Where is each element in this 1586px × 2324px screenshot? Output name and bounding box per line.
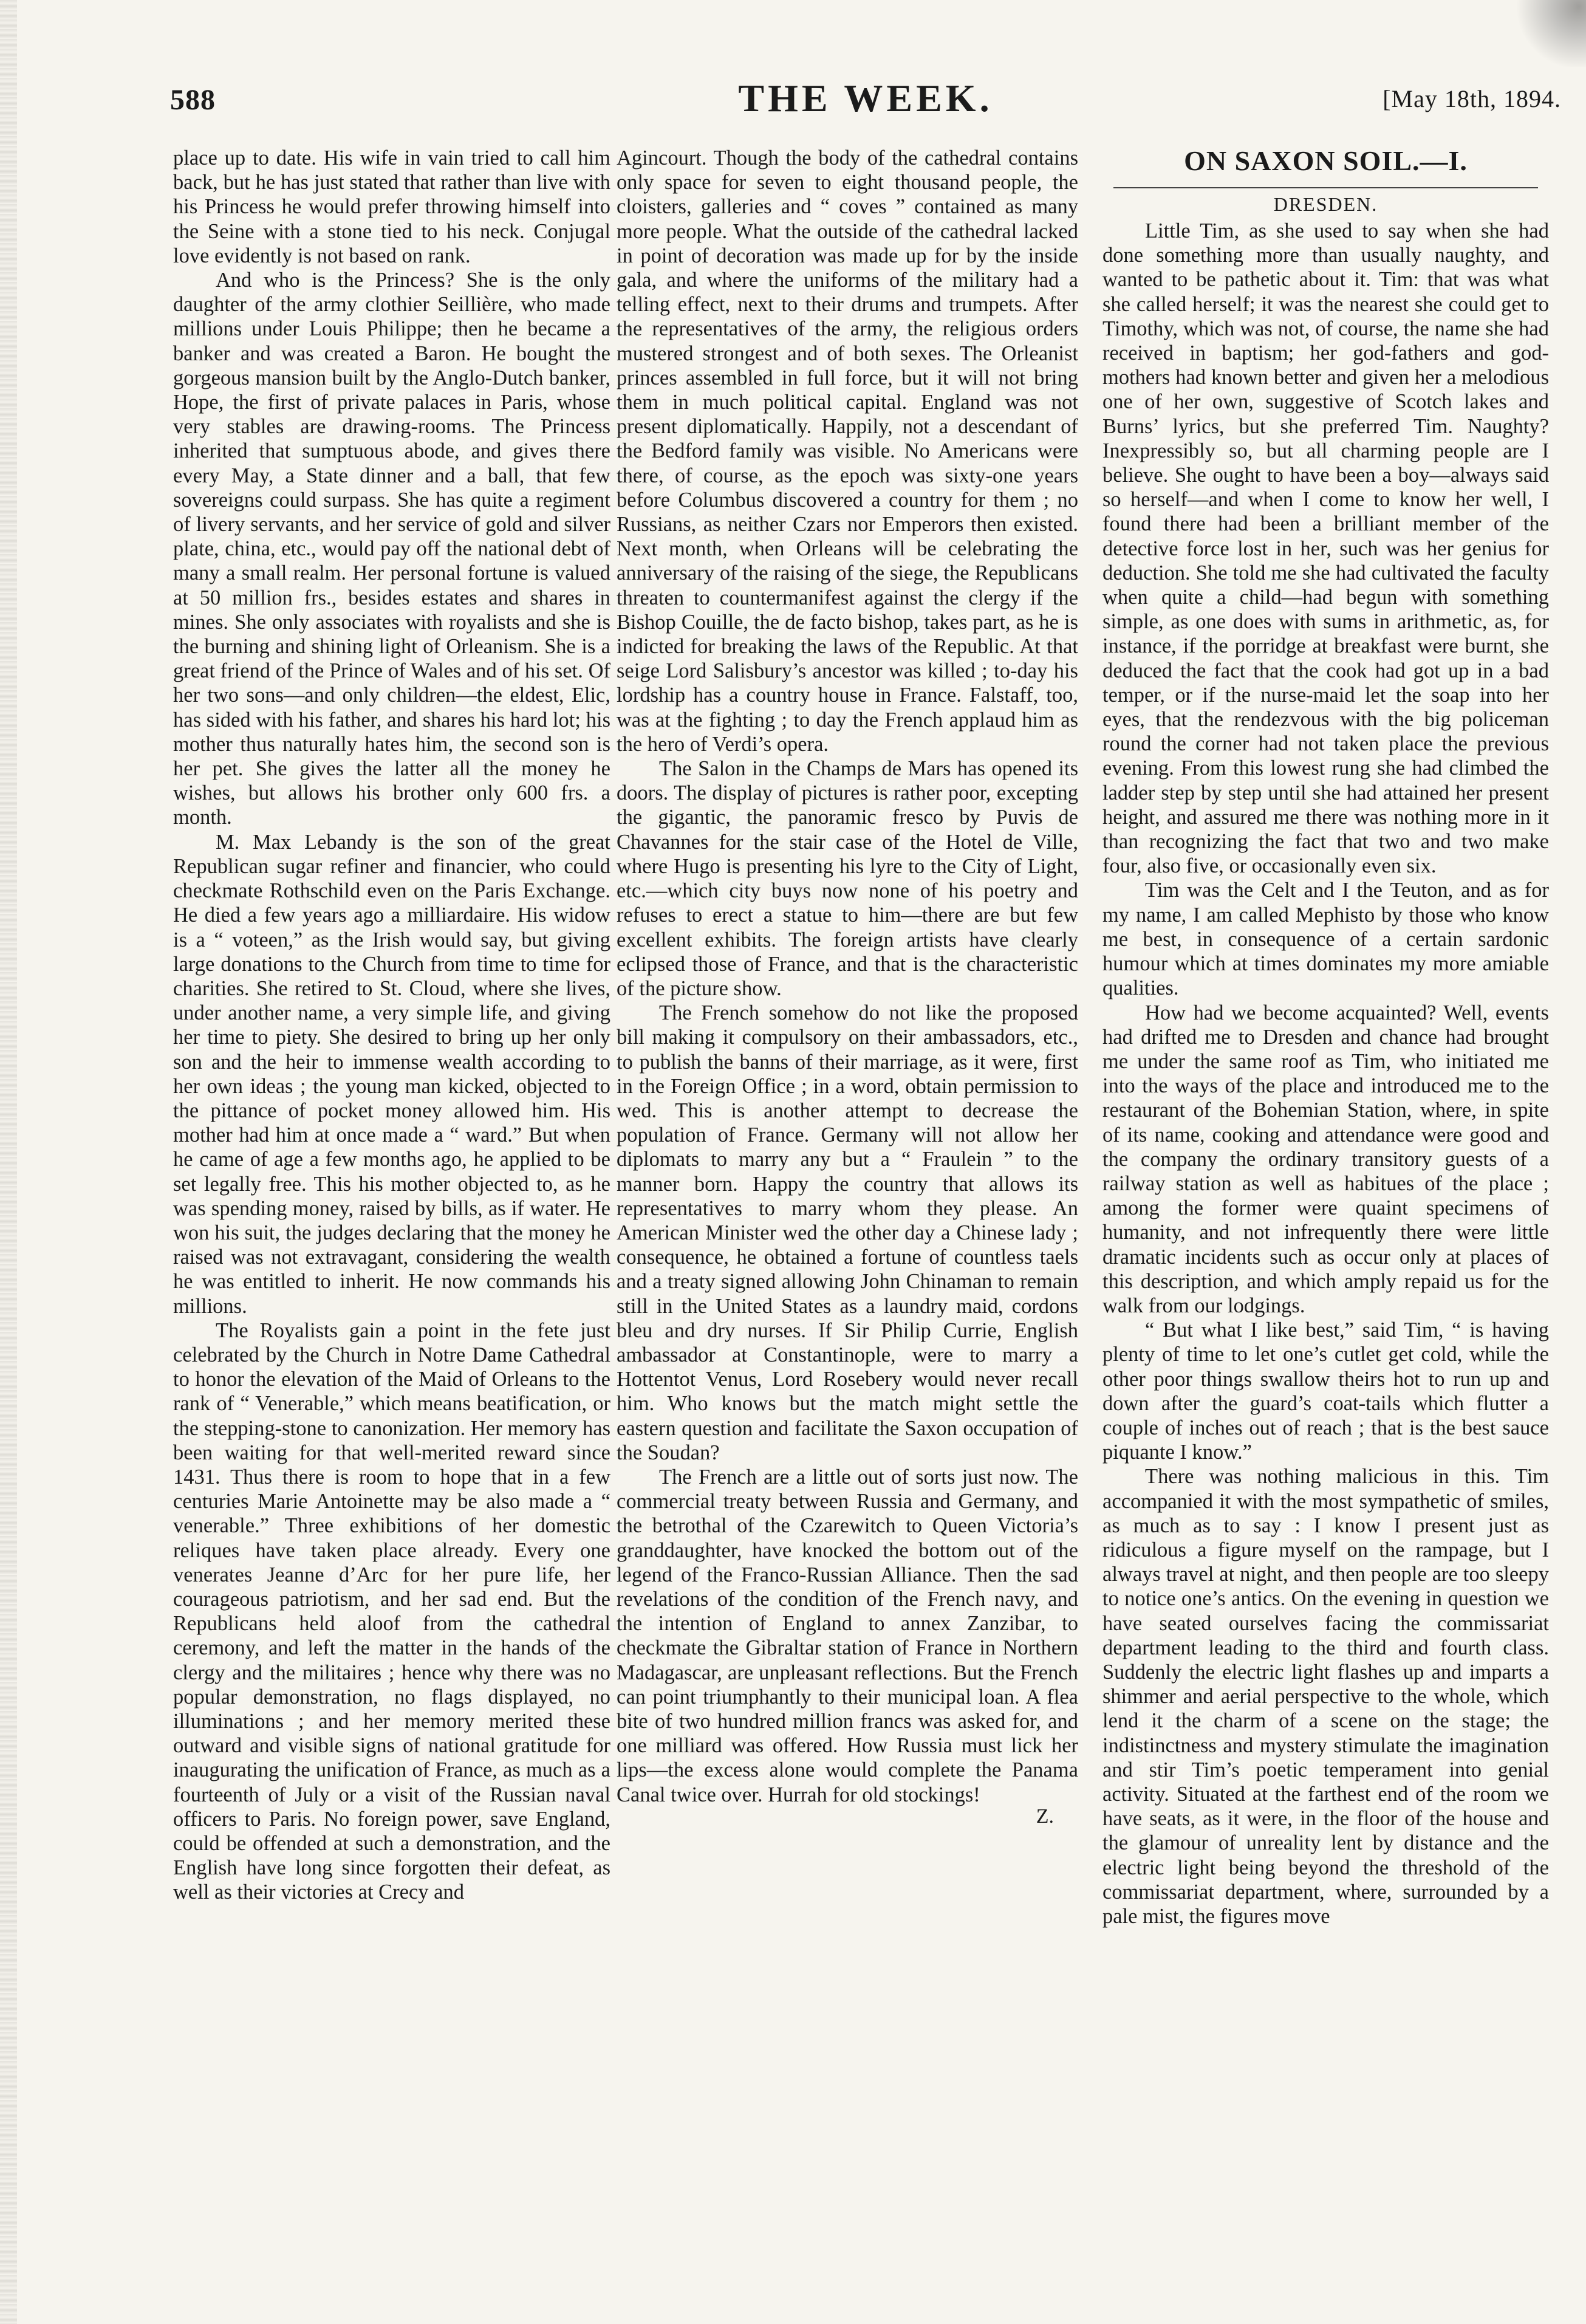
paragraph: The Salon in the Champs de Mars has opened its doors. The display of pictures is rather poor, excepting the gigantic, the panoramic fresco by Puvis de Chavannes for the stair case of the Hotel de Ville, where Hugo is presenting his lyre to the City of Light, etc.—which city buys now none of his poetry and refuses to erect a statue to him—there are but few excellent exhibits. The foreign artists have clearly eclipsed those of France, and that is the characteristic of the picture show.: [617, 757, 1078, 1000]
column-3: [1102, 146, 1549, 1928]
paragraph: The French somehow do not like the proposed bill making it compulsory on their ambassadors, etc., to publish the banns of their marriage, as it were, first in the Foreign Office ; in a word, obtain permission to wed. This is another attempt to decrease the population of France. Germany will not allow her diplomats to marry any but a “ Fraulein ” to the manner born. Happy the country that allows its representatives to marry whom they please. An American Minister wed the other day a Chinese lady ; consequence, he obtained a fortune of countless taels and a treaty signed allowing John Chinaman to remain still in the United States as a laundry maid, cordons bleu and dry nurses. If Sir Philip Currie, English ambassador at Constantinople, were to marry a Hottentot Venus, Lord Rosebery would never recall him. Who knows but the match might settle the eastern question and facilitate the Saxon occupation of the Soudan?: [617, 1001, 1078, 1464]
paragraph: Tim was the Celt and I the Teuton, and as for my name, I am called Mephisto by those who know me best, in consequence of a certain sardonic humour which at times dominates my more amiable qualities.: [1102, 879, 1549, 1000]
paragraph: There was nothing malicious in this. Tim accompanied it with the most sympathetic of smiles, as much as to say : I know I present just as ridiculous a figure myself on the rampage, but I always travel at night, and then people are too sleepy to notice one’s antics. On the evening in question we have seated ourselves facing the commissariat department leading to the third and fourth class. Suddenly the electric light flashes up and imparts a shimmer and aerial perspective to the whole, which lend it the charm of a scene on the stage; the indistinctness and mystery stimulate the imagination and stir Tim’s poetic temperament into genial activity. Situated at the farthest end of the room we have seats, as it were, in the floor of the house and the glamour of unreality lent by distance and the electric light being beyond the threshold of the commissariat department, where, surrounded by a pale mist, the figures move: [1102, 1465, 1549, 1928]
page-binding-edge: [0, 0, 17, 2324]
section-title: DRESDEN.: [1273, 193, 1378, 215]
issue-date: [May 18th, 1894.: [1383, 85, 1561, 112]
paragraph: Agincourt. Though the body of the cathedral contains only space for seven to eight thousand people, the cloisters, galleries and “ coves ” contained as many more people. What the outside of the cathedral lacked in point of decoration was made up for by the inside gala, and where the uniforms of the military had a telling effect, next to their drums and trumpets. After the representatives of the army, the religious orders mustered strongest and of both sexes. The Orleanist princes assembled in full force, but it will not bring them in much political capital. England was not present diplomatically. Happily, not a descendant of the Bedford family was visible. No Americans were there, of course, as the epoch was sixty-one years before Columbus discovered a country for them ; no Russians, as neither Czars nor Emperors then existed. Next month, when Orleans will be celebrating the anniversary of the raising of the siege, the Republicans threaten to countermanifest against the clergy if the Bishop Couille, the de facto bishop, takes part, as he is indicted for breaking the laws of the Republic. At that seige Lord Salisbury’s ancestor was killed ; to-day his lordship has a country house in France. Falstaff, too, was at the fighting ; to day the French applaud him as the hero of Verdi’s opera.: [617, 146, 1078, 756]
article-title: ON SAXON SOIL.—I.: [1184, 145, 1468, 176]
paragraph: M. Max Lebandy is the son of the great Republican sugar refiner and financier, who could checkmate Rothschild even on the Paris Exchange. He died a few years ago a milliardaire. His widow is a “ voteen,” as the Irish would say, but giving large donations to the Church from time to time for charities. She retired to St. Cloud, where she lives, under another name, a very simple life, and giving her time to piety. She desired to bring up her only son and the heir to immense wealth according to her own ideas ; the young man kicked, objected to the pittance of pocket money allowed him. His mother had him at once made a “ ward.” But when he came of age a few months ago, he applied to be set legally free. This his mother objected to, as he was spending money, raised by bills, as if water. He won his suit, the judges declaring that the money he raised was not extravagant, considering the wealth he was entitled to inherit. He now commands his millions.: [173, 830, 610, 1318]
paragraph: Little Tim, as she used to say when she had done something more than usually naughty, and wanted to be pathetic about it. Tim: that was what she called herself; it was the nearest she could get to Timothy, which was not, of course, the name she had received in baptism; her god-fathers and god-mothers had known better and given her a melodious one of her own, suggestive of Scotch lakes and Burns’ lyrics, but she preferred Tim. Naughty? Inexpressibly so, but all charming people are I believe. She ought to have been a boy—always said so herself—and when I come to know her well, I found there had been a brilliant member of the detective force lost in her, such was her genius for deduction. She told me she had cultivated the faculty when quite a child—had begun with something simple, as one does with sums in arithmetic, as, for instance, if the porridge at breakfast were burnt, she deduced the fact that the cook had got up in a bad temper, or if the nurse-maid let the soap into her eyes, that the rendezvous with the big policeman round the corner had not taken place the previous evening. From this lowest rung she had climbed the ladder step by step until she had attained her present height, and assured me there was nothing more in it than recognizing the fact that two and two make four, also five, or occasionally even six.: [1102, 219, 1549, 878]
column-1: [173, 146, 610, 1905]
paragraph: How had we become acquainted? Well, events had drifted me to Dresden and chance had brought me under the same roof as Tim, who initiated me into the ways of the place and introduced me to the restaurant of the Bohemian Station, where, in spite of its name, cooking and attendance were good and the company the ordinary transitory guests of a railway station as well as habitues of the place ; among the former were quaint specimens of humanity, and not infrequently there were little dramatic incidents such as occur only at places of this description, and which amply repaid us for the walk from our lodgings.: [1102, 1001, 1549, 1317]
title-rule: [1113, 187, 1537, 188]
column-2: [617, 146, 1078, 1829]
page-header: [170, 76, 1561, 125]
author-signature: Z.: [1036, 1805, 1054, 1828]
paragraph: And who is the Princess? She is the only daughter of the army clothier Seillière, who made millions under Louis Philippe; then he became a banker and was created a Baron. He bought the gorgeous mansion built by the Anglo-Dutch banker, Hope, the first of private palaces in Paris, whose very stables are drawing-rooms. The Princess inherited that sumptuous abode, and gives there every May, a State dinner and a ball, that few sovereigns could surpass. She has quite a regiment of livery servants, and her service of gold and silver plate, china, etc., would pay off the national debt of many a small realm. Her personal fortune is valued at 50 million frs., besides estates and shares in mines. She only associates with royalists and she is the burning and shining light of Orleanism. She is a great friend of the Prince of Wales and of his set. Of her two sons—and only children—the eldest, Elic, has sided with his father, and shares his hard lot; his mother thus naturally hates him, the second son is her pet. She gives the latter all the money he wishes, but allows his brother only 600 frs. a month.: [173, 269, 610, 829]
paragraph: The French are a little out of sorts just now. The commercial treaty between Russia and Germany, and the betrothal of the Czarewitch to Queen Victoria’s granddaughter, have knocked the bottom out of the legend of the Franco-Russian Alliance. Then the sad revelations of the condition of the French navy, and the intention of England to annex Zanzibar, to checkmate the Gibraltar station of France in Northern Madagascar, are unpleasant reflections. But the French can point triumphantly to their municipal loan. A flea bite of two hundred million francs was asked for, and one milliard was offered. How Russia must lick her lips—the excess alone would complete the Panama Canal twice over. Hurrah for old stockings!: [617, 1465, 1078, 1806]
paragraph: place up to date. His wife in vain tried to call him back, but he has just stated that rather than live with his Princess he would prefer throwing himself into the Seine with a stone tied to his neck. Conjugal love evidently is not based on rank.: [173, 146, 610, 267]
journal-title: THE WEEK.: [738, 77, 993, 120]
page-corner-stain: [1513, 0, 1586, 67]
paragraph: The Royalists gain a point in the fete just celebrated by the Church in Notre Dame Cathedral to honor the elevation of the Maid of Orleans to the rank of “ Venerable,” which means beatification, or the stepping-stone to canonization. Her memory has been waiting for that well-merited reward since 1431. Thus there is room to hope that in a few centuries Marie Antoinette may be also made a “ venerable.” Three exhibitions of her domestic reliques have taken place already. Every one venerates Jeanne d’Arc for her pure life, her courageous patriotism, and her sad end. But the Republicans held aloof from the cathedral ceremony, and left the matter in the hands of the clergy and the militaires ; hence why there was no popular demonstration, no flags displayed, no illuminations ; and her memory merited these outward and visible signs of national gratitude for inaugurating the unification of France, as much as a fourteenth of July or a visit of the Russian naval officers to Paris. No foreign power, save England, could be offended at such a demonstration, and the English have long since forgotten their defeat, as well as their victories at Crecy and: [173, 1318, 610, 1904]
page-number: 588: [170, 84, 216, 116]
paragraph: “ But what I like best,” said Tim, “ is having plenty of time to let one’s cutlet get cold, while the other poor things swallow theirs hot to run up and down after the guard’s coat-tails which flutter a couple of inches out of reach ; that is the best sauce piquante I know.”: [1102, 1318, 1549, 1464]
